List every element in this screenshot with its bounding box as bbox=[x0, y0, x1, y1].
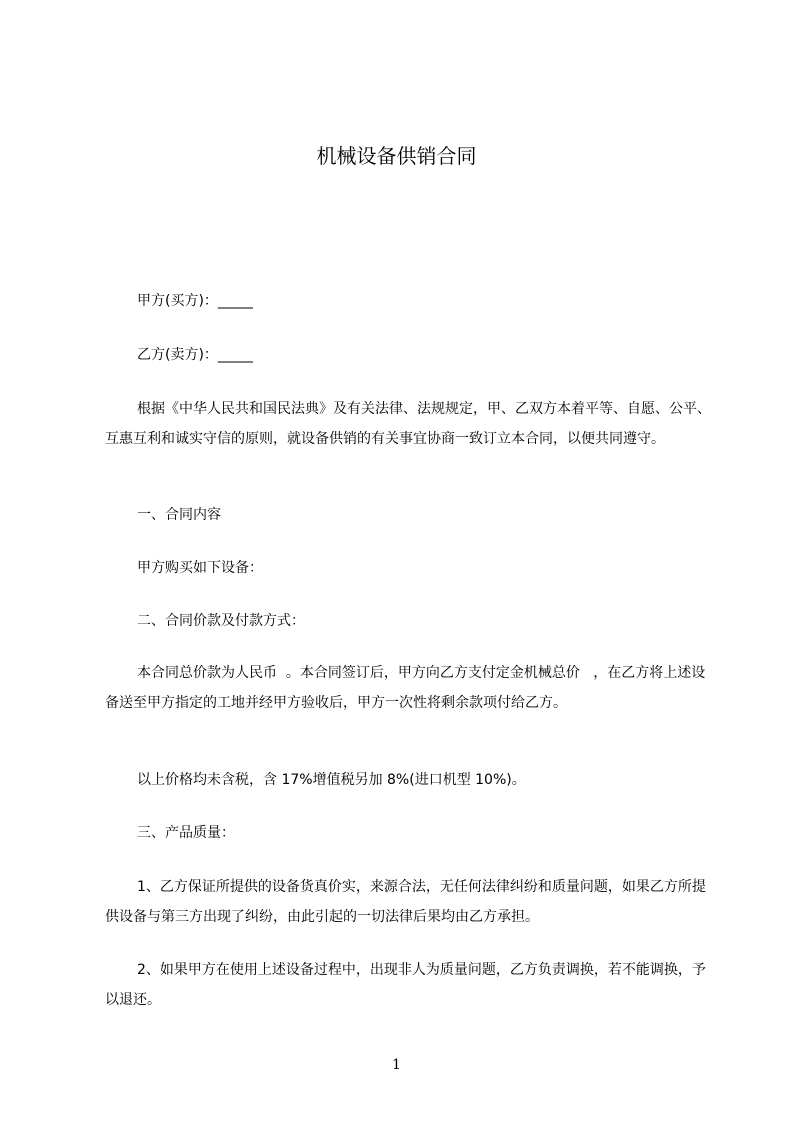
section1-text: 甲方购买如下设备： bbox=[137, 560, 263, 576]
section1-heading: 一、合同内容 bbox=[137, 507, 221, 523]
section2-heading: 二、合同价款及付款方式： bbox=[137, 613, 305, 629]
preamble-paragraph: 根据《中华人民共和国民法典》及有关法律、法规规定，甲、乙双方本着平等、自愿、公平、互惠互利和诚实守信的原则，就设备供销的有关事宜协商一致订立本合同，以便共同遵守。 bbox=[105, 401, 711, 447]
section3-heading: 三、产品质量： bbox=[137, 825, 235, 841]
section2-payment-paragraph: 本合同总价款为人民币 。本合同签订后，甲方向乙方支付定金机械总价 ，在乙方将上述设备送至甲方指定的工地并经甲方验收后，甲方一次性将剩余款项付给乙方。 bbox=[105, 665, 706, 711]
document-title: 机械设备供销合同 bbox=[316, 144, 477, 168]
party-a-line: 甲方(买方)：_____ bbox=[137, 293, 253, 309]
section3-item-2: 2、如果甲方在使用上述设备过程中，出现非人为质量问题，乙方负责调换，若不能调换，予以退还。 bbox=[105, 962, 706, 1008]
section3-item-1: 1、乙方保证所提供的设备货真价实，来源合法，无任何法律纠纷和质量问题，如果乙方所提供设备与第三方出现了纠纷，由此引起的一切法律后果均由乙方承担。 bbox=[105, 879, 706, 925]
section2-tax-note: 以上价格均未含税，含 17%增值税另加 8%(进口机型 10%)。 bbox=[137, 772, 526, 788]
party-b-line: 乙方(卖方)：_____ bbox=[137, 347, 253, 363]
page-number: 1 bbox=[392, 1057, 401, 1073]
